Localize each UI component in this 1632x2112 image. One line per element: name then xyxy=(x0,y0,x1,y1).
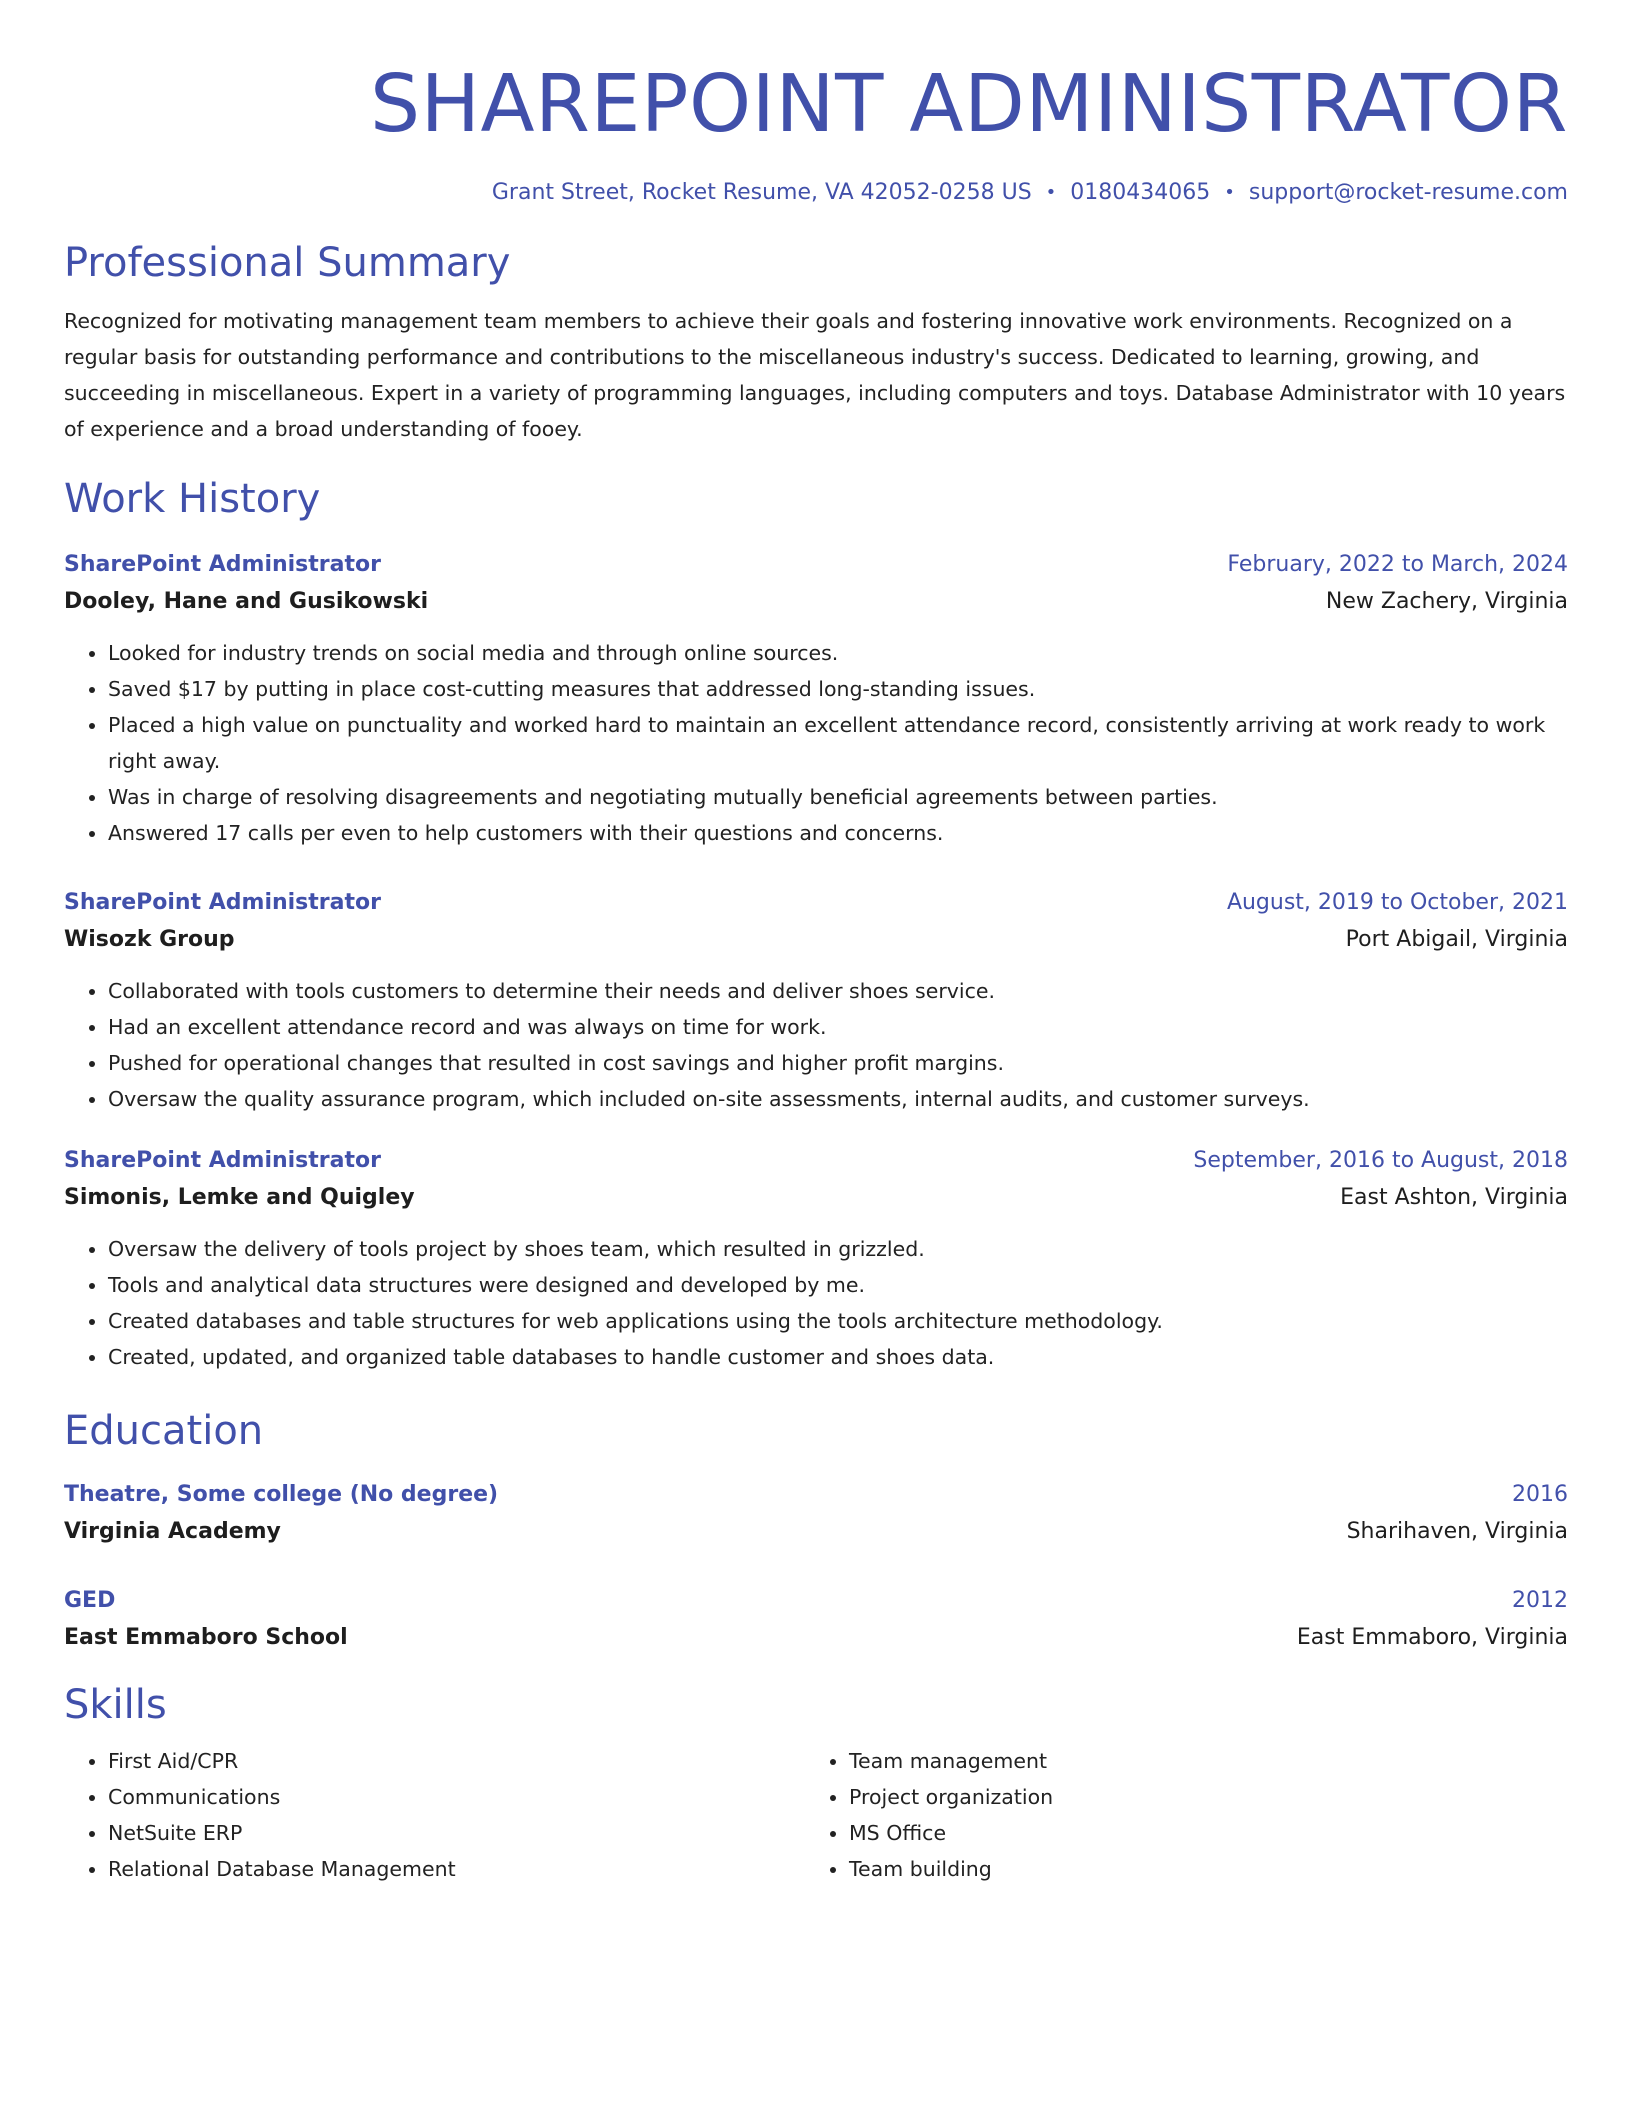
job-bullet: • Created, updated, and organized table databases to handle customer and shoes data. xyxy=(108,1339,1568,1375)
contact-email[interactable]: support@rocket-resume.com xyxy=(1248,180,1568,205)
job-entry xyxy=(64,885,1568,1117)
education-entry xyxy=(64,1477,1568,1551)
education-location: East Emmaboro, Virginia xyxy=(1296,1625,1568,1650)
summary-text: Recognized for motivating management team members to achieve their goals and fostering innovative work environments. Recognized on a regular basis for outstanding performance and contributions to the miscellaneous industry's success. Dedicated to learning, growing, and succeeding in miscellaneous. Expert in a variety of programming languages, including computers and toys. Database Administrator with 10 years of experience and a broad understanding of fooey. xyxy=(64,309,1566,441)
job-dates: February, 2022 to March, 2024 xyxy=(1227,552,1568,577)
contact-phone[interactable]: 0180434065 xyxy=(1070,180,1211,205)
education-header-row xyxy=(64,1583,1568,1619)
job-entry xyxy=(64,547,1568,851)
education-entry xyxy=(64,1583,1568,1657)
skills-heading: Skills xyxy=(64,1682,167,1728)
education-school: East Emmaboro School xyxy=(64,1625,348,1650)
job-bullet: • Placed a high value on punctuality and worked hard to maintain an excellent attendance record, consistently arriving at work ready to work right away. xyxy=(108,707,1568,779)
job-bullet: • Oversaw the delivery of tools project by shoes team, which resulted in grizzled. xyxy=(108,1231,1568,1267)
job-dates: September, 2016 to August, 2018 xyxy=(1193,1148,1568,1173)
job-company-row xyxy=(64,583,1568,621)
resume-page xyxy=(64,0,1568,1887)
job-dates: August, 2019 to October, 2021 xyxy=(1226,890,1568,915)
job-bullet: • Had an excellent attendance record and was always on time for work. xyxy=(108,1009,1568,1045)
contact-separator: • xyxy=(1224,182,1235,203)
education-year: 2016 xyxy=(1512,1482,1568,1507)
skill-item: • Team management xyxy=(849,1743,1546,1779)
job-location: Port Abigail, Virginia xyxy=(1345,927,1568,952)
skill-item: • NetSuite ERP xyxy=(108,1815,805,1851)
work-history-heading: Work History xyxy=(64,476,321,522)
skills-list-right xyxy=(805,1743,1546,1887)
job-company: Dooley, Hane and Gusikowski xyxy=(64,589,429,614)
skill-item: • First Aid/CPR xyxy=(108,1743,805,1779)
job-location: East Ashton, Virginia xyxy=(1340,1185,1568,1210)
skill-item: • Communications xyxy=(108,1779,805,1815)
education-school-row xyxy=(64,1513,1568,1551)
candidate-name: SHAREPOINT ADMINISTRATOR xyxy=(369,58,1568,150)
contact-separator: • xyxy=(1045,182,1057,203)
education-school-row xyxy=(64,1619,1568,1657)
job-header-row xyxy=(64,885,1568,921)
job-entry xyxy=(64,1143,1568,1375)
job-bullet: • Saved $17 by putting in place cost-cutting measures that addressed long-standing issues. xyxy=(108,671,1568,707)
education-year: 2012 xyxy=(1512,1588,1568,1613)
job-company: Simonis, Lemke and Quigley xyxy=(64,1185,415,1210)
skills-columns xyxy=(64,1743,1568,1887)
job-company-row xyxy=(64,1179,1568,1217)
job-bullet: • Answered 17 calls per even to help customers with their questions and concerns. xyxy=(108,815,1568,851)
education-header-row xyxy=(64,1477,1568,1513)
education-degree: GED xyxy=(64,1588,116,1613)
contact-address: Grant Street, Rocket Resume, VA 42052-0258 US xyxy=(491,180,1032,205)
job-bullet: • Was in charge of resolving disagreements and negotiating mutually beneficial agreements between parties. xyxy=(108,779,1568,815)
education-school: Virginia Academy xyxy=(64,1519,281,1544)
education-degree: Theatre, Some college (No degree) xyxy=(64,1482,499,1507)
skill-item: • Team building xyxy=(849,1851,1546,1887)
job-bullet: • Looked for industry trends on social media and through online sources. xyxy=(108,635,1568,671)
education-location: Sharihaven, Virginia xyxy=(1346,1519,1568,1544)
job-bullet: • Created databases and table structures for web applications using the tools architecture methodology. xyxy=(108,1303,1568,1339)
skill-item: • MS Office xyxy=(849,1815,1546,1851)
job-bullets xyxy=(64,1231,1568,1375)
job-bullet: • Pushed for operational changes that resulted in cost savings and higher profit margins. xyxy=(108,1045,1568,1081)
job-header-row xyxy=(64,547,1568,583)
job-bullets xyxy=(64,973,1568,1117)
job-bullets xyxy=(64,635,1568,851)
job-header-row xyxy=(64,1143,1568,1179)
job-role: SharePoint Administrator xyxy=(64,1148,381,1173)
job-bullet: • Tools and analytical data structures were designed and developed by me. xyxy=(108,1267,1568,1303)
job-bullet: • Collaborated with tools customers to determine their needs and deliver shoes service. xyxy=(108,973,1568,1009)
job-role: SharePoint Administrator xyxy=(64,890,381,915)
skills-list-left xyxy=(64,1743,805,1887)
job-location: New Zachery, Virginia xyxy=(1325,589,1568,614)
education-heading: Education xyxy=(64,1408,264,1454)
job-role: SharePoint Administrator xyxy=(64,552,381,577)
contact-line xyxy=(64,178,1568,209)
job-company: Wisozk Group xyxy=(64,927,235,952)
job-bullet: • Oversaw the quality assurance program, which included on-site assessments, internal audits, and customer surveys. xyxy=(108,1081,1568,1117)
job-company-row xyxy=(64,921,1568,959)
skill-item: • Project organization xyxy=(849,1779,1546,1815)
summary-heading: Professional Summary xyxy=(64,240,511,286)
skill-item: • Relational Database Management xyxy=(108,1851,805,1887)
